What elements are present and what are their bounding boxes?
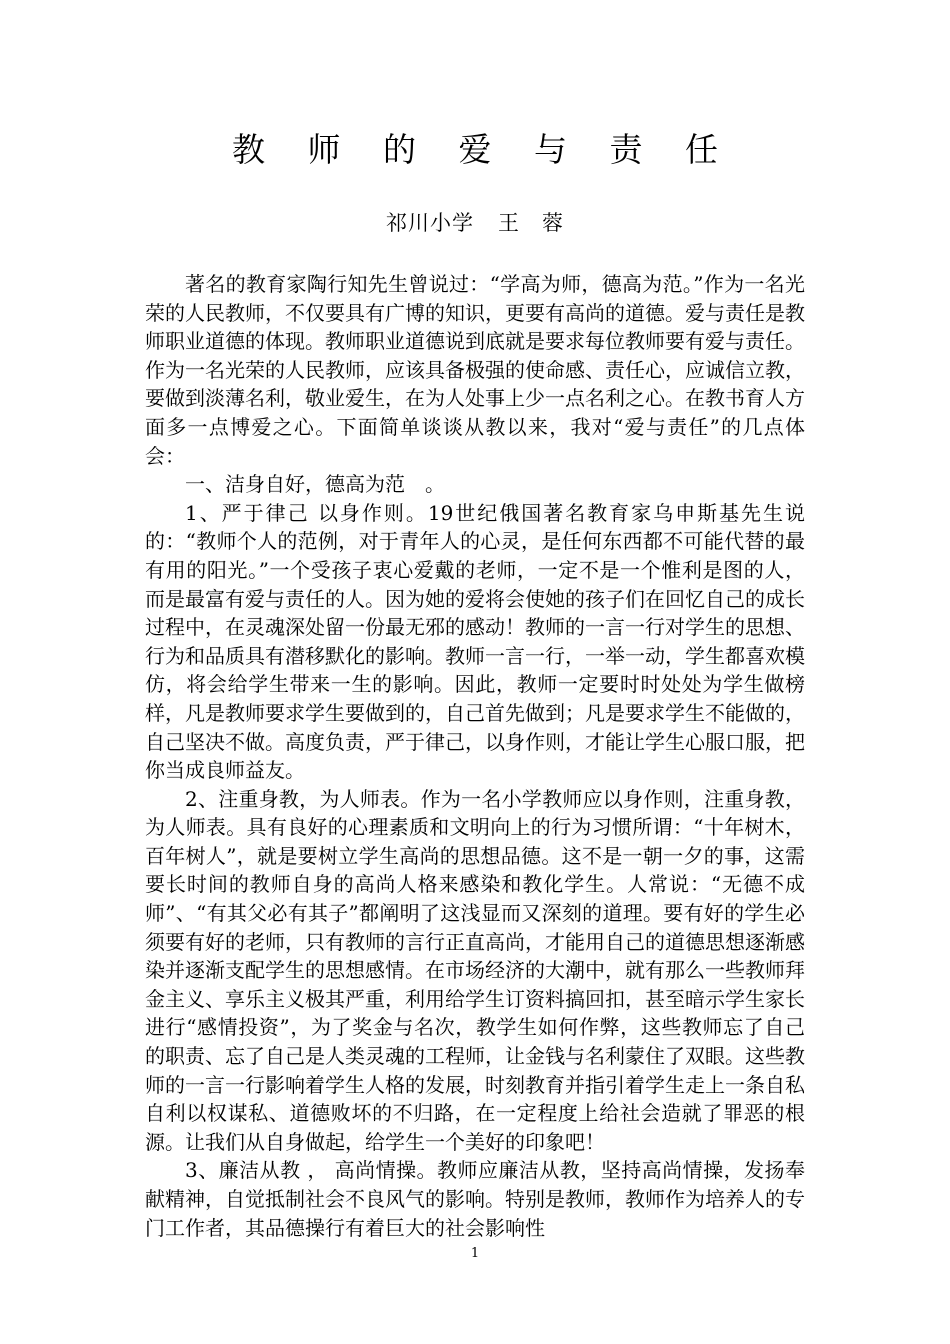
paragraph-section-heading: 一、洁身自好，德高为范 。 <box>185 472 445 497</box>
author-name: 王 蓉 <box>498 211 564 235</box>
paragraph-point-3: 3、廉洁从教 ， 高尚情操。教师应廉洁从教，坚持高尚情操，发扬奉献精神，自觉抵制社会不良风气的影响。特别是教师，教师作为培养人的专门工作者，其品德操行有着巨大的社会影响性 <box>145 1158 805 1240</box>
paragraph-point-2: 2、注重身教，为人师表。作为一名小学教师应以身作则，注重身教，为人师表。具有良好的心理素质和文明向上的行为习惯所谓：“十年树木，百年树人”，就是要树立学生高尚的思想品德。这不是一朝一夕的事，这需要长时间的教师自身的高尚人格来感染和教化学生。人常说：“无德不成师”、“有其父必有其子”都阐明了这浅显而又深刻的道理。要有好的学生必须要有好的老师，只有教师的言行正直高尚，才能用自己的道德思想逐渐感染并逐渐支配学生的思想感情。在市场经济的大潮中，就有那么一些教师拜金主义、享乐主义极其严重，利用给学生订资料搞回扣，甚至暗示学生家长进行“感情投资”，为了奖金与名次，教学生如何作弊，这些教师忘了自己的职责、忘了自己是人类灵魂的工程师，让金钱与名利蒙住了双眼。这些教师的一言一行影响着学生人格的发展，时刻教育并指引着学生走上一条自私自利以权谋私、道德败坏的不归路，在一定程度上给社会造就了罪恶的根源。让我们从自身做起，给学生一个美好的印象吧！ <box>145 786 805 1154</box>
author-school: 祁川小学 <box>386 211 474 235</box>
paragraph-point-1: 1、严于律己 以身作则。19世纪俄国著名教育家乌申斯基先生说的：“教师个人的范例，对于青年人的心灵，是任何东西都不可能代替的最有用的阳光。”一个受孩子衷心爱戴的老师，一定不是一个惟利是图的人，而是最富有爱与责任的人。因为她的爱将会使她的孩子们在回忆自己的成长过程中，在灵魂深处留一份最无邪的感动！教师的一言一行对学生的思想、行为和品质具有潜移默化的影响。教师一言一行，一举一动，学生都喜欢模仿，将会给学生带来一生的影响。因此，教师一定要时时处处为学生做榜样，凡是教师要求学生要做到的，自己首先做到；凡是要求学生不能做的，自己坚决不做。高度负责，严于律己，以身作则，才能让学生心服口服，把你当成良师益友。 <box>145 500 805 783</box>
body-text <box>145 270 805 1242</box>
paragraph-intro: 著名的教育家陶行知先生曾说过：“学高为师，德高为范。”作为一名光荣的人民教师，不仅要具有广博的知识，更要有高尚的道德。爱与责任是教师职业道德的体现。教师职业道德说到底就是要求每位教师要有爱与责任。作为一名光荣的人民教师，应该具备极强的使命感、责任心，应诚信立教，要做到淡薄名利，敬业爱生，在为人处事上少一点名利之心。在教书育人方面多一点博爱之心。下面简单谈谈从教以来，我对“爱与责任”的几点体会： <box>145 272 805 468</box>
page-number: 1 <box>470 1246 480 1261</box>
page-title: 教 师 的 爱 与 责 任 <box>232 130 734 169</box>
author-line <box>0 208 950 238</box>
